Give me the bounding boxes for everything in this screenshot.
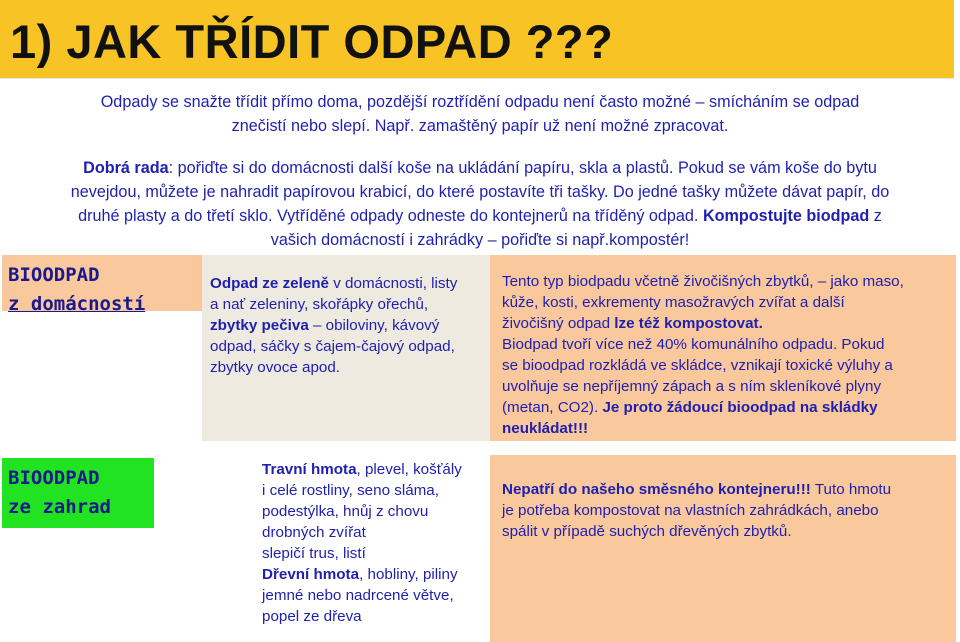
right1-b2: Je proto žádoucí bioodpad na skládky (602, 399, 878, 416)
mid2-b1: Travní hmota (262, 461, 357, 478)
mid1-b2: zbytky pečiva (210, 317, 309, 334)
right1-t1: Tento typ biodpadu včetně živočišných zbytků, – jako maso, (502, 273, 904, 290)
intro-p1-line2: znečistí nebo slepí. Např. zamaštěný papír už není možné zpracovat. (231, 117, 729, 135)
intro-p2-line3 (0, 204, 960, 228)
mid2-t5: slepičí trus, listí (262, 545, 366, 562)
label-garden-line1: BIOODPAD (8, 467, 100, 489)
mid2-b2: Dřevní hmota (262, 566, 360, 583)
mid1-t5: zbytky ovoce apod. (210, 359, 341, 376)
mid1-b1: Odpad ze zeleně (210, 275, 330, 292)
intro-p1-line1: Odpady se snažte třídit přímo doma, pozdější roztřídění odpadu není často možné – smícháním se odpad (100, 93, 860, 111)
label-garden (2, 458, 154, 528)
right1-t7: (metan, CO2). (502, 399, 603, 416)
right2-t1: Tuto hmotu (810, 481, 892, 498)
intro-p2-line2: nevejdou, můžete je nahradit papírovou krabicí, do které postavíte tři tašky. Do jedné tašky můžete dávat papír, do (70, 183, 890, 201)
label-household (2, 255, 202, 315)
right1-t2: kůže, kosti, exkrementy masožravých zvířat a další (502, 294, 845, 311)
intro-compost-bold: Kompostujte biodpad (702, 207, 870, 225)
right1-t5: se bioodpad rozkládá ve skládce, vznikají toxické výluhy a (502, 357, 893, 374)
intro-text (0, 90, 960, 252)
mid2-t8: popel ze dřeva (262, 608, 362, 625)
right1-b3: neukládat!!! (502, 420, 589, 437)
intro-advice-text: : pořiďte si do domácnosti další koše na ukládání papíru, skla a plastů. Pokud se vám koše do bytu (168, 159, 877, 177)
right1-t4: Biodpad tvoří více než 40% komunálního odpadu. Pokud (502, 336, 885, 353)
mid2-t7: jemné nebo nadrcené větve, (262, 587, 454, 604)
mid2-t4: drobných zvířat (262, 524, 366, 541)
row-garden-biowaste (0, 455, 956, 642)
mid2-t2: i celé rostliny, seno sláma, (262, 482, 439, 499)
label-household-line1: BIOODPAD (8, 264, 100, 286)
right2-b1: Nepatří do našeho směsného kontejneru!!! (502, 481, 811, 498)
garden-info (490, 455, 956, 642)
right2-t3: spálit v případě suchých dřevěných zbytků. (502, 523, 792, 540)
right1-b1: lze též kompostovat. (614, 315, 763, 332)
mid1-t4: odpad, sáčky s čajem-čajový odpad, (210, 338, 455, 355)
mid1-t2: a nať zeleniny, skořápky ořechů, (210, 296, 429, 313)
right1-t3: živočišný odpad (502, 315, 615, 332)
intro-p2-line4: vašich domácností i zahrádky – pořiďte si např.kompostér! (270, 231, 690, 249)
page-title: 1) JAK TŘÍDIT ODPAD ??? (10, 15, 614, 68)
household-examples (202, 255, 490, 441)
mid1-t3: – obiloviny, kávový (308, 317, 440, 334)
intro-p2-line3-text: druhé plasty a do třetí sklo. Vytříděné odpady odneste do kontejnerů na tříděný odpad. (78, 207, 703, 225)
right2-t2: je potřeba kompostovat na vlastních zahrádkách, anebo (502, 502, 879, 519)
garden-examples (254, 455, 490, 642)
title-bar (0, 0, 954, 79)
mid2-t3: podestýlka, hnůj z chovu (262, 503, 429, 520)
household-info (490, 255, 956, 441)
label-garden-line2: ze zahrad (8, 496, 111, 518)
row-household-biowaste (0, 255, 956, 441)
mid2-t6: , hobliny, piliny (359, 566, 458, 583)
mid2-t1: , plevel, košťály (356, 461, 462, 478)
intro-p2-line3-end: z (869, 207, 882, 225)
intro-p2-line1 (0, 156, 960, 180)
intro-advice-bold: Dobrá rada (83, 159, 169, 177)
label-household-line2: z domácností (8, 293, 146, 315)
right1-t6: uvolňuje se nepříjemný zápach a s ním skleníkové plyny (502, 378, 882, 395)
mid1-t1: v domácnosti, listy (329, 275, 458, 292)
